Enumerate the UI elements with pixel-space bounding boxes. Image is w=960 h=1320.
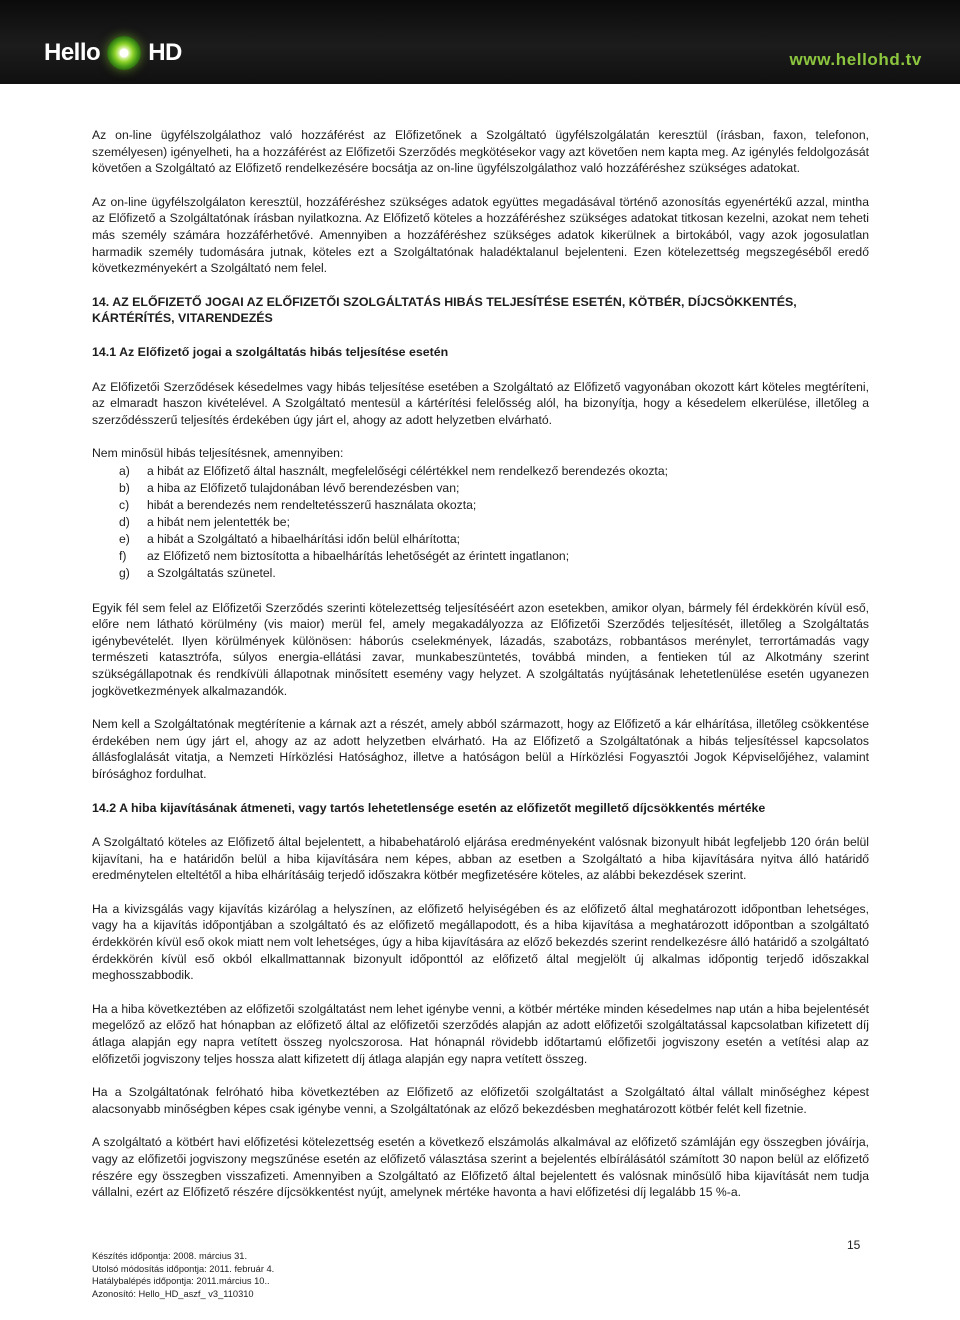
section-heading-14-1: 14.1 Az Előfizető jogai a szolgáltatás hibás teljesítése esetén — [92, 344, 449, 359]
exceptions-list — [92, 463, 869, 583]
list-text: a hibát az Előfizető által használt, megfelelőségi célértékkel nem rendelkező berendezés okozta; — [147, 463, 668, 478]
logo-orb-icon — [107, 36, 141, 70]
page-header — [0, 0, 960, 84]
paragraph-damages: Az Előfizetői Szerződések késedelmes vagy hibás teljesítése esetében a Szolgáltató az Előfizető vagyonában okozott kárt köteles megtéríteni, az elmaradt haszon kivételével. A Szolgáltató mentesül a kártérítési felelősség alól, ha bizonyítja, hogy a késedelem elkerülése, illetőleg a szerződésszerű teljesítés érdekében úgy járt el, ahogy az adott helyzetben elvárható. — [92, 379, 869, 427]
list-item — [92, 497, 869, 514]
paragraph-lower-quality: Ha a Szolgáltatónak felróható hiba következtében az Előfizető az előfizetői szolgáltatást a Szolgáltató által vállalt minőséghez képest alacsonyabb minőségben képes csak igénybe venni, a Szolgáltatónak az előző bekezdésben meghatározott kötbér felét kell fizetnie. — [92, 1085, 869, 1116]
paragraph-vis-maior: Egyik fél sem felel az Előfizetői Szerződés szerinti kötelezettség teljesítéséért azon esetekben, amikor olyan, bármely fél érdekkörén kívül eső, előre nem látható körülmény (vis maior) merül fel, amely megakadályozza az Előfizetői Szerződés teljesítését, illetőleg a Szolgáltatás igénybevételét. Ilyen körülmények különösen: háborús cselekmények, lázadás, szabotázs, robbantásos merénylet, terrortámadás vagy természeti katasztrófa, súlyos energia-ellátási zavar, munkabeszüntetés, továbbá minden, a fentieken túl az Alkotmány szerint szükségállapotnak és rendkívüli állapotnak minősített esemény vagy helyzet. A szolgáltatás nyújtásának lehetetlenülése esetén ugyanezen jogkövetkezmények alkalmazandók. — [92, 600, 869, 698]
list-text: az Előfizető nem biztosította a hibaelhárítás lehetőségét az érintett ingatlanon; — [147, 549, 570, 564]
list-text: a hibát a Szolgáltató a hibaelhárítási időn belül elhárította; — [147, 532, 461, 547]
list-text: a hiba az Előfizető tulajdonában lévő berendezésben van; — [147, 481, 460, 495]
list-item — [92, 463, 869, 480]
list-marker: g) — [119, 566, 130, 581]
page-number: 15 — [847, 1238, 861, 1252]
logo-word-right: HD — [148, 39, 182, 66]
paragraph-online-access-request: Az on-line ügyfélszolgálathoz való hozzáférést az Előfizetőnek a Szolgáltató ügyfélszolgálatán keresztül (írásban, faxon, telefonon, személyesen) igényelheti, ha a hozzáférést az Előfizetői Szerződés megkötésekor vagy azt követően nem kapta meg. Az igénylés feldolgozását követően a Szolgáltató az Előfizető rendelkezésére bocsátja az on-line ügyfélszolgálathoz való hozzáféréshez szükséges adatokat. — [92, 128, 869, 176]
paragraph-online-identification: Az on-line ügyfélszolgálaton keresztül, hozzáféréshez szükséges adatok együttes megadásával történő azonosítás egyenértékű azzal, mintha az Előfizető a Szolgáltatónak írásban nyilatkozna. Az Előfizető köteles a hozzáféréshez szükséges adatokat titkosan kezelni, azokat nem teheti más személy számára hozzáférhetővé. Amennyiben a hozzáféréshez szükséges adatok kikerülnek a birtokából, vagy azok jogosulatlan harmadik személy tudomására jutnak, köteles ezt a Szolgáltatónak haladéktalanul bejelenteni. Ezen kötelezettség megszegéséből eredő következményekért a Szolgáltató nem felel. — [92, 194, 869, 276]
list-item — [92, 480, 869, 497]
list-text: a Szolgáltatás szünetel. — [147, 566, 276, 581]
section-heading-14-2: 14.2 A hiba kijavításának átmeneti, vagy tartós lehetetlensége esetén az előfizetőt megillető díjcsökkentés mértéke — [92, 800, 766, 815]
paragraph-onsite-repair: Ha a kivizsgálás vagy kijavítás kizárólag a helyszínen, az előfizető helyiségében és az előfizető által meghatározott időpontban lehetséges, vagy ha a kijavítás időpontjában a szolgáltató és az előfizető megállapodott, és a hiba kijavítása a meghatározott időpontban a szolgáltató érdekkörén kívül eső okok miatt nem volt lehetséges, úgy a hiba kijavítására az előző bekezdés szerint rendelkezésre álló határidő a szolgáltató érdekkörén kívül eső okból elkallmattannak bizonyult időponttól az előfizető által megjelölt új alkalmas időpontig terjedő időszakkal meghosszabbodik. — [92, 901, 869, 983]
footer-effective-date: Hatálybalépés időpontja: 2011.március 10.. — [92, 1276, 270, 1286]
paragraph-damage-mitigation: Nem kell a Szolgáltatónak megtérítenie a kárnak azt a részét, amely abból származott, hogy az Előfizető a kár elhárítása, illetőleg csökkentése érdekében nem úgy járt el, ahogy az az adott helyzetben elvárható. Ha az Előfizető a Szolgáltatónak a hibás teljesítéssel kapcsolatos állásfoglalását vitatja, a Nemzeti Hírközlési Hatósághoz, illetve a hatóságon belül a Hírközlési Fogyasztói Jogok Képviselőjéhez, valamint bírósághoz fordulhat. — [92, 717, 869, 781]
website-url: www.hellohd.tv — [789, 50, 922, 69]
hellohd-logo — [44, 34, 182, 72]
list-text: a hibát nem jelentették be; — [147, 515, 290, 530]
paragraph-penalty-amount: Ha a hiba következtében az előfizetői szolgáltatást nem lehet igénybe venni, a kötbér mértéke minden késedelmes nap után a hiba bejelentését megelőző az előző hat hónapban az előfizető által az előfizetői szerződés alapján az adott előfizetői szolgáltatással kapcsolatban kifizetett díj átlaga alapján egy napra vetített összeg nyolcszorosa. Hat hónapnál rövidebb időtartamú előfizetői jogviszony esetén a vetítési alap az előfizetői jogviszony teljes hossza alatt kifizetett díj átlaga alapján egy napra vetített összeg. — [92, 1001, 869, 1066]
list-marker: d) — [119, 515, 130, 530]
document-body — [92, 127, 869, 1218]
list-text: hibát a berendezés nem rendeltetésszerű használata okozta; — [147, 498, 477, 513]
section-heading-14: 14. AZ ELŐFIZETŐ JOGAI AZ ELŐFIZETŐI SZOLGÁLTATÁS HIBÁS TELJESÍTÉSE ESETÉN, KÖTBÉR, DÍJCSÖKKENTÉS, KÁRTÉRÍTÉS, VITARENDEZÉS — [92, 294, 797, 326]
list-item — [92, 514, 869, 531]
list-marker: f) — [119, 549, 127, 564]
footer-document-id: Azonosító: Hello_HD_aszf_ v3_110310 — [92, 1288, 254, 1299]
list-item — [92, 548, 869, 565]
document-footer — [92, 1250, 274, 1300]
paragraph-penalty-settlement: A szolgáltató a kötbért havi előfizetési kötelezettség esetén a következő elszámolás alkalmával az előfizető számláján egy összegben jóváírja, vagy az előfizetői jogviszony megszűnése esetén az előfizető választása szerint a bejelentés elbírálásától számított 30 napon belül az előfizető részére egy összegben visszafizeti. Amennyiben a Szolgáltató az Előfizető által bejelentett és valósnak minősülő hiba kijavítását nem tudja vállalni, ezért az Előfizető részére díjcsökkentést nyújt, amelynek mértéke havonta a havi előfizetési díj legalább 15 %-a. — [92, 1135, 869, 1200]
list-marker: c) — [119, 498, 130, 513]
logo-word-left: Hello — [44, 39, 101, 66]
paragraph-not-faulty-intro: Nem minősül hibás teljesítésnek, amennyiben: — [92, 446, 344, 461]
list-marker: b) — [119, 481, 130, 495]
list-item — [92, 531, 869, 548]
footer-modified-date: Utolsó módosítás időpontja: 2011. február 4. — [92, 1263, 275, 1274]
list-marker: e) — [119, 532, 130, 547]
footer-created-date: Készítés időpontja: 2008. március 31. — [92, 1251, 248, 1261]
list-marker: a) — [119, 463, 130, 478]
paragraph-repair-deadline: A Szolgáltató köteles az Előfizető által bejelentett, a hibabehatároló eljárása eredményeként valósnak bizonyult hibát legfeljebb 120 órán belül kijavítani, ha e határidőn belül a hiba kijavítására nem képes, abban az esetben a Szolgáltató a hiba kijavítására nyitva álló határidő eredménytelen elteltétől a hiba elhárításáig terjedő időszakra kötbér megfizetésére köteles, az alábbi bekezdések szerint. — [92, 835, 869, 883]
list-item — [92, 565, 869, 582]
